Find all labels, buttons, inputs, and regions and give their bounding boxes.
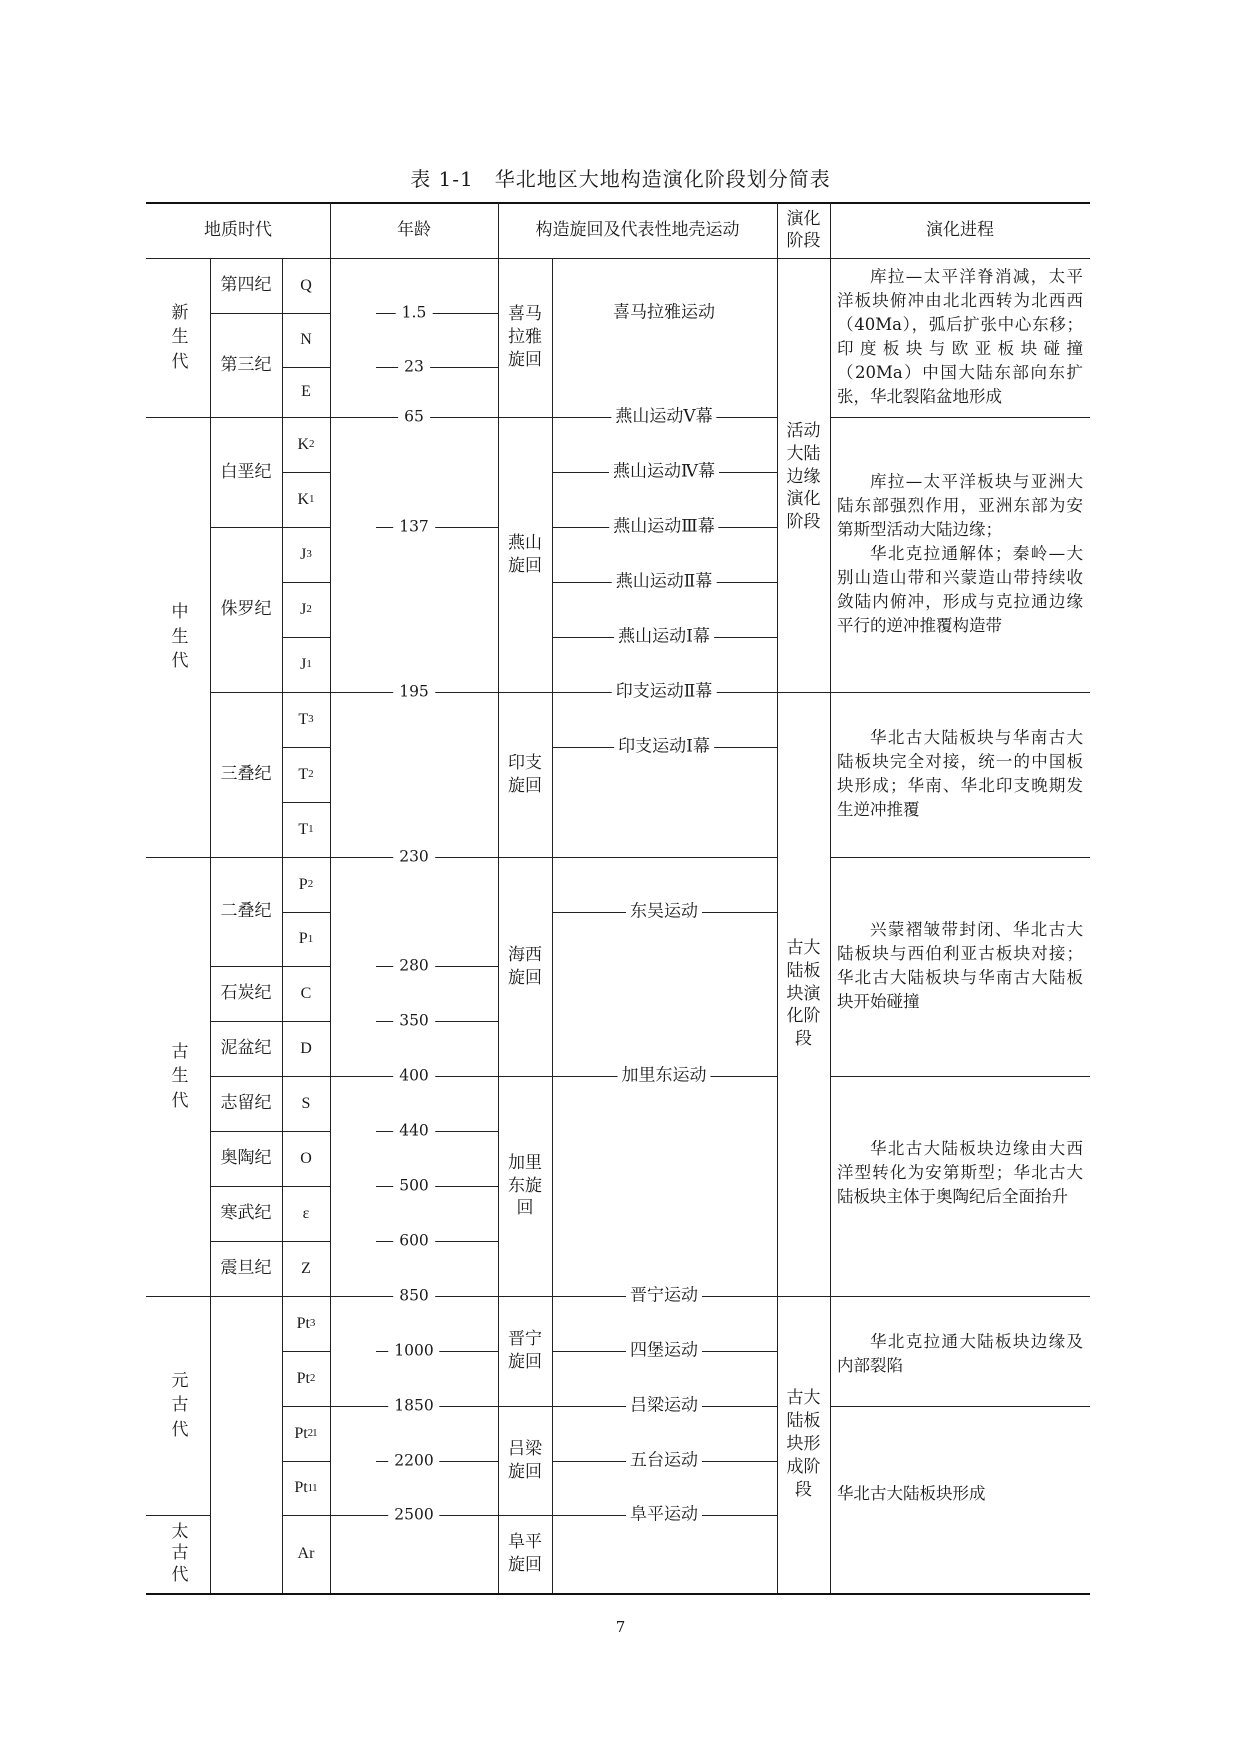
cycle-hercynian: 海西旋回 bbox=[508, 944, 542, 988]
age-label: 2200 bbox=[388, 1453, 439, 1469]
process-rule bbox=[830, 417, 1090, 418]
movement-label: 喜马拉雅运动 bbox=[609, 305, 719, 322]
age-label: 137 bbox=[393, 519, 435, 535]
process-rule bbox=[830, 1076, 1090, 1077]
process-rule bbox=[830, 692, 1090, 693]
period-cambrian: 寒武纪 bbox=[220, 1203, 272, 1224]
symbol-j3: J 3 bbox=[300, 545, 312, 563]
col-divider-stage bbox=[830, 202, 831, 1593]
period-ordovician: 奥陶纪 bbox=[220, 1148, 272, 1169]
era-archean: 太古代 bbox=[171, 1522, 189, 1585]
age-label: 400 bbox=[393, 1068, 435, 1084]
symbol-pt2: Pt 2 bbox=[296, 1369, 316, 1387]
symbol-j2: J 2 bbox=[300, 600, 312, 618]
stage-paleo-plate-formation: 古大陆板块形成阶段 bbox=[786, 1388, 821, 1500]
cycle-himalaya: 喜马拉雅旋回 bbox=[508, 304, 542, 370]
symbol-t2: T 2 bbox=[298, 765, 314, 783]
symbol-t3: T 3 bbox=[298, 710, 314, 728]
process-rule bbox=[830, 1296, 1090, 1297]
process-jinning: 华北克拉通大陆板块边缘及内部裂陷 bbox=[837, 1332, 1083, 1375]
age-label: 23 bbox=[398, 359, 430, 375]
age-label: 1000 bbox=[388, 1343, 439, 1359]
col-divider-age bbox=[498, 202, 499, 1593]
period-sinian: 震旦纪 bbox=[220, 1258, 272, 1279]
symbol-s: S bbox=[301, 1094, 311, 1112]
symbol-pt3: Pt 3 bbox=[296, 1314, 316, 1332]
cycle-lvliang: 吕梁旋回 bbox=[508, 1438, 542, 1482]
age-tick bbox=[376, 367, 498, 368]
period-jurassic: 侏罗纪 bbox=[220, 599, 272, 620]
symbol-d: D bbox=[300, 1039, 312, 1057]
col-divider-movement bbox=[777, 202, 778, 1593]
period-cretaceous: 白垩纪 bbox=[220, 461, 272, 482]
period-devonian: 泥盆纪 bbox=[220, 1038, 272, 1059]
age-label: 2500 bbox=[388, 1507, 439, 1523]
movement-label: 四堡运动 bbox=[626, 1343, 702, 1360]
period-tertiary: 第三纪 bbox=[220, 354, 272, 375]
cycle-indosinian: 印支旋回 bbox=[508, 752, 542, 796]
process-cenozoic: 库拉—太平洋脊消减，太平洋板块俯冲由北北西转为北西西（40Ma），弧后扩张中心东移；印度板块与欧亚板块碰撞（20Ma）中国大陆东部向东扩张，华北裂陷盆地形成 bbox=[837, 267, 1083, 406]
movement-label: 燕山运动Ⅲ幕 bbox=[609, 519, 718, 536]
process-formation: 华北古大陆板块形成 bbox=[837, 1484, 986, 1503]
header-tectonic-cycle: 构造旋回及代表性地壳运动 bbox=[535, 219, 740, 240]
symbol-pt1-1: Pt 1 1 bbox=[294, 1479, 318, 1497]
process-rule bbox=[830, 857, 1090, 858]
movement-label: 印支运动Ⅱ幕 bbox=[612, 684, 717, 701]
process-indosinian: 华北古大陆板块与华南古大陆板块完全对接，统一的中国板块形成；华南、华北印支晚期发生逆冲推覆 bbox=[837, 728, 1083, 819]
movement-label: 印支运动Ⅰ幕 bbox=[614, 739, 714, 756]
header-process: 演化进程 bbox=[926, 219, 994, 240]
header-age: 年龄 bbox=[397, 219, 431, 240]
symbol-p2: P 2 bbox=[298, 875, 314, 893]
movement-label: 燕山运动Ⅳ幕 bbox=[609, 464, 719, 481]
age-label: 350 bbox=[393, 1013, 435, 1029]
symbol-o: O bbox=[300, 1149, 312, 1167]
age-label: 65 bbox=[398, 409, 430, 425]
age-label: 500 bbox=[393, 1178, 435, 1194]
era-paleozoic: 古生代 bbox=[171, 1041, 189, 1111]
process-rule bbox=[830, 1406, 1090, 1407]
age-label: 1850 bbox=[388, 1398, 439, 1414]
header-geologic-time: 地质时代 bbox=[204, 219, 272, 240]
symbol-pt2-1: Pt 2 1 bbox=[294, 1424, 318, 1442]
col-divider-symbol bbox=[330, 202, 331, 1593]
period-triassic: 三叠纪 bbox=[220, 764, 272, 785]
period-silurian: 志留纪 bbox=[220, 1093, 272, 1114]
col-divider-cycle bbox=[552, 258, 553, 1593]
process-caledonian: 华北古大陆板块边缘由大西洋型转化为安第斯型；华北古大陆板块主体于奥陶纪后全面抬升 bbox=[837, 1139, 1083, 1206]
symbol-j1: J 1 bbox=[300, 655, 312, 673]
movement-label: 燕山运动Ⅱ幕 bbox=[612, 574, 717, 591]
stage-active-margin: 活动大陆边缘演化阶段 bbox=[786, 420, 821, 533]
age-label: 850 bbox=[393, 1288, 435, 1304]
table-bottom-rule bbox=[146, 1593, 1090, 1595]
symbol-ar: Ar bbox=[297, 1545, 315, 1563]
symbol-epsilon: ε bbox=[302, 1204, 310, 1222]
age-label: 440 bbox=[393, 1123, 435, 1139]
header-stage: 演化阶段 bbox=[786, 208, 821, 251]
movement-label: 燕山运动Ⅴ幕 bbox=[611, 409, 716, 426]
symbol-k1: K 1 bbox=[297, 490, 315, 508]
symbol-z: Z bbox=[301, 1259, 311, 1277]
movement-label: 五台运动 bbox=[626, 1453, 702, 1470]
movement-label: 加里东运动 bbox=[618, 1068, 711, 1085]
symbol-e: E bbox=[301, 383, 311, 401]
period-rule bbox=[210, 1296, 282, 1297]
movement-label: 东吴运动 bbox=[626, 904, 702, 921]
symbol-p1: P 1 bbox=[298, 930, 314, 948]
symbol-c: C bbox=[300, 984, 312, 1002]
cycle-caledonian: 加里东旋回 bbox=[508, 1152, 542, 1219]
process-yanshan: 库拉—太平洋板块与亚洲大陆东部强烈作用，亚洲东部为安第斯型活动大陆边缘； 华北克拉通解体；秦岭—大别山造山带和兴蒙造山带持续收敛陆内俯冲，形成与克拉通边缘平行的逆冲推覆构造带 bbox=[837, 472, 1083, 635]
symbol-q: Q bbox=[300, 276, 312, 294]
movement-label: 阜平运动 bbox=[626, 1507, 702, 1524]
table-title: 表 1-1 华北地区大地构造演化阶段划分简表 bbox=[410, 167, 831, 191]
movement-label: 燕山运动Ⅰ幕 bbox=[614, 629, 714, 646]
age-label: 1.5 bbox=[396, 305, 433, 321]
movement-label: 晋宁运动 bbox=[626, 1288, 702, 1305]
symbol-n: N bbox=[300, 331, 312, 349]
cycle-fuping: 阜平旋回 bbox=[508, 1532, 542, 1575]
age-label: 230 bbox=[393, 849, 435, 865]
age-label: 195 bbox=[393, 684, 435, 700]
period-quaternary: 第四纪 bbox=[220, 275, 272, 296]
symbol-k2: K 2 bbox=[297, 435, 315, 453]
cycle-jinning: 晋宁旋回 bbox=[508, 1329, 542, 1372]
cycle-yanshan: 燕山旋回 bbox=[508, 532, 542, 576]
symbol-t1: T 1 bbox=[298, 820, 314, 838]
age-label: 600 bbox=[393, 1233, 435, 1249]
period-permian: 二叠纪 bbox=[220, 901, 272, 922]
era-proterozoic: 元古代 bbox=[171, 1370, 189, 1440]
stage-paleo-plate-evolution: 古大陆板块演化阶段 bbox=[786, 937, 821, 1050]
movement-label: 吕梁运动 bbox=[626, 1398, 702, 1415]
process-hercynian: 兴蒙褶皱带封闭、华北古大陆板块与西伯利亚古板块对接；华北古大陆板块与华南古大陆板块开始碰撞 bbox=[837, 920, 1083, 1011]
page-number: 7 bbox=[615, 1618, 626, 1636]
era-cenozoic: 新生代 bbox=[171, 302, 189, 372]
age-tick bbox=[376, 313, 498, 314]
age-label: 280 bbox=[393, 958, 435, 974]
era-mesozoic: 中生代 bbox=[171, 602, 189, 672]
period-carboniferous: 石炭纪 bbox=[220, 983, 272, 1004]
